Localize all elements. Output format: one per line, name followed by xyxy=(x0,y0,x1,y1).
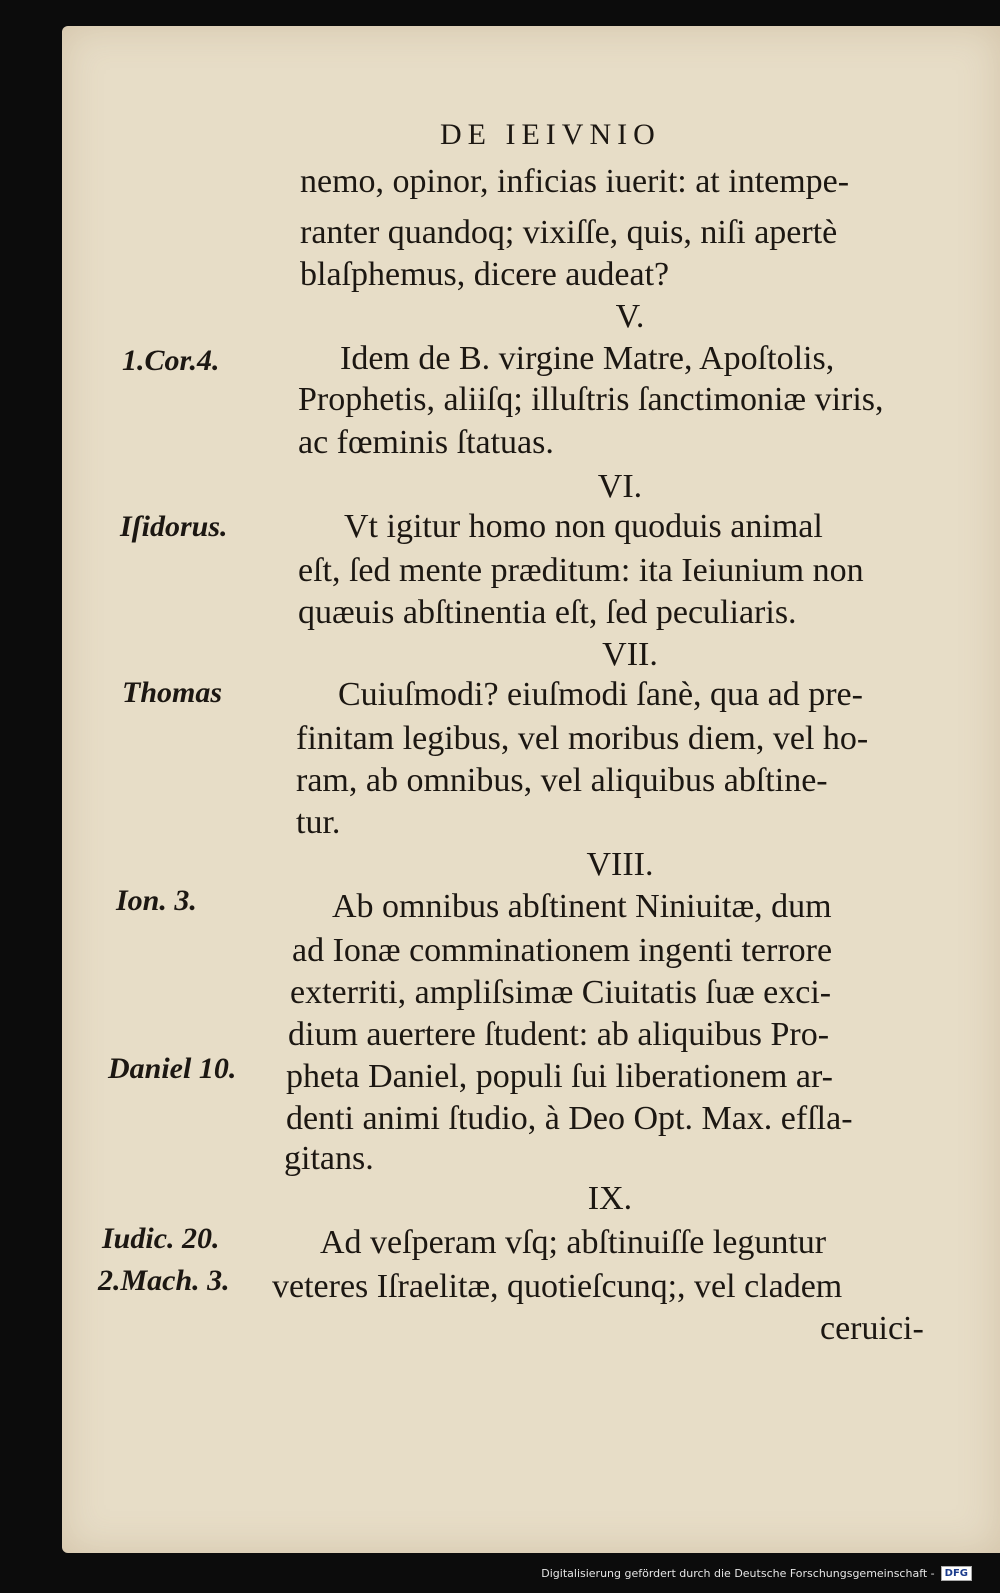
digitization-footer xyxy=(541,1561,972,1585)
text-line: finitam legibus, vel moribus diem, vel ho- xyxy=(296,720,869,757)
running-title: DE IEIVNIO xyxy=(440,118,661,151)
text-line: quæuis abſtinentia eſt, ſed peculiaris. xyxy=(298,594,797,631)
marginal-note: Ion. 3. xyxy=(116,884,197,917)
text-line: ac fœminis ſtatuas. xyxy=(298,424,554,461)
marginal-note: 1.Cor.4. xyxy=(122,344,220,377)
text-line: tur. xyxy=(296,804,341,841)
text-line: denti animi ſtudio, à Deo Opt. Max. efſla- xyxy=(286,1100,853,1137)
marginal-note: Iſidorus. xyxy=(120,510,228,543)
text-line: blaſphemus, dicere audeat? xyxy=(300,256,670,293)
footer-credit: Digitalisierung gefördert durch die Deutsche Forschungsgemeinschaft - xyxy=(541,1566,935,1580)
dfg-logo-icon: DFG xyxy=(941,1566,972,1581)
text-line: pheta Daniel, populi ſui liberationem ar- xyxy=(286,1058,833,1095)
text-line: Ab omnibus abſtinent Niniuitæ, dum xyxy=(332,888,832,925)
text-line: dium auertere ſtudent: ab aliquibus Pro- xyxy=(288,1016,830,1053)
section-number: VII. xyxy=(602,636,658,673)
text-line: ram, ab omnibus, vel aliquibus abſtine- xyxy=(296,762,828,799)
text-line: ad Ionæ comminationem ingenti terrore xyxy=(292,932,833,969)
text-line: ranter quandoq; vixiſſe, quis, niſi apertè xyxy=(300,214,838,251)
text-line: Ad veſperam vſq; abſtinuiſſe leguntur xyxy=(320,1224,827,1261)
marginal-note: Iudic. 20. xyxy=(102,1222,220,1255)
text-line: Prophetis, aliiſq; illuſtris ſanctimoniæ viris, xyxy=(298,381,884,418)
marginal-note: 2.Mach. 3. xyxy=(98,1264,230,1297)
text-line: veteres Iſraelitæ, quotieſcunq;, vel cladem xyxy=(272,1268,843,1305)
section-number: IX. xyxy=(587,1180,633,1217)
text-line: Vt igitur homo non quoduis animal xyxy=(344,508,823,545)
text-line: nemo, opinor, inficias iuerit: at intempe- xyxy=(300,163,850,200)
text-line: Idem de B. virgine Matre, Apoſtolis, xyxy=(340,340,835,377)
text-line: eſt, ſed mente præditum: ita Ieiunium non xyxy=(298,552,864,589)
section-number: V. xyxy=(615,298,645,335)
text-line: gitans. xyxy=(284,1140,374,1177)
section-number: VI. xyxy=(597,468,643,505)
marginal-note: Daniel 10. xyxy=(108,1052,237,1085)
section-number: VIII. xyxy=(586,846,654,883)
marginal-note: Thomas xyxy=(122,676,223,709)
text-line: exterriti, ampliſsimæ Ciuitatis ſuæ exci- xyxy=(290,974,832,1011)
text-line: Cuiuſmodi? eiuſmodi ſanè, qua ad pre- xyxy=(338,676,863,713)
catchword: ceruici- xyxy=(820,1310,924,1347)
